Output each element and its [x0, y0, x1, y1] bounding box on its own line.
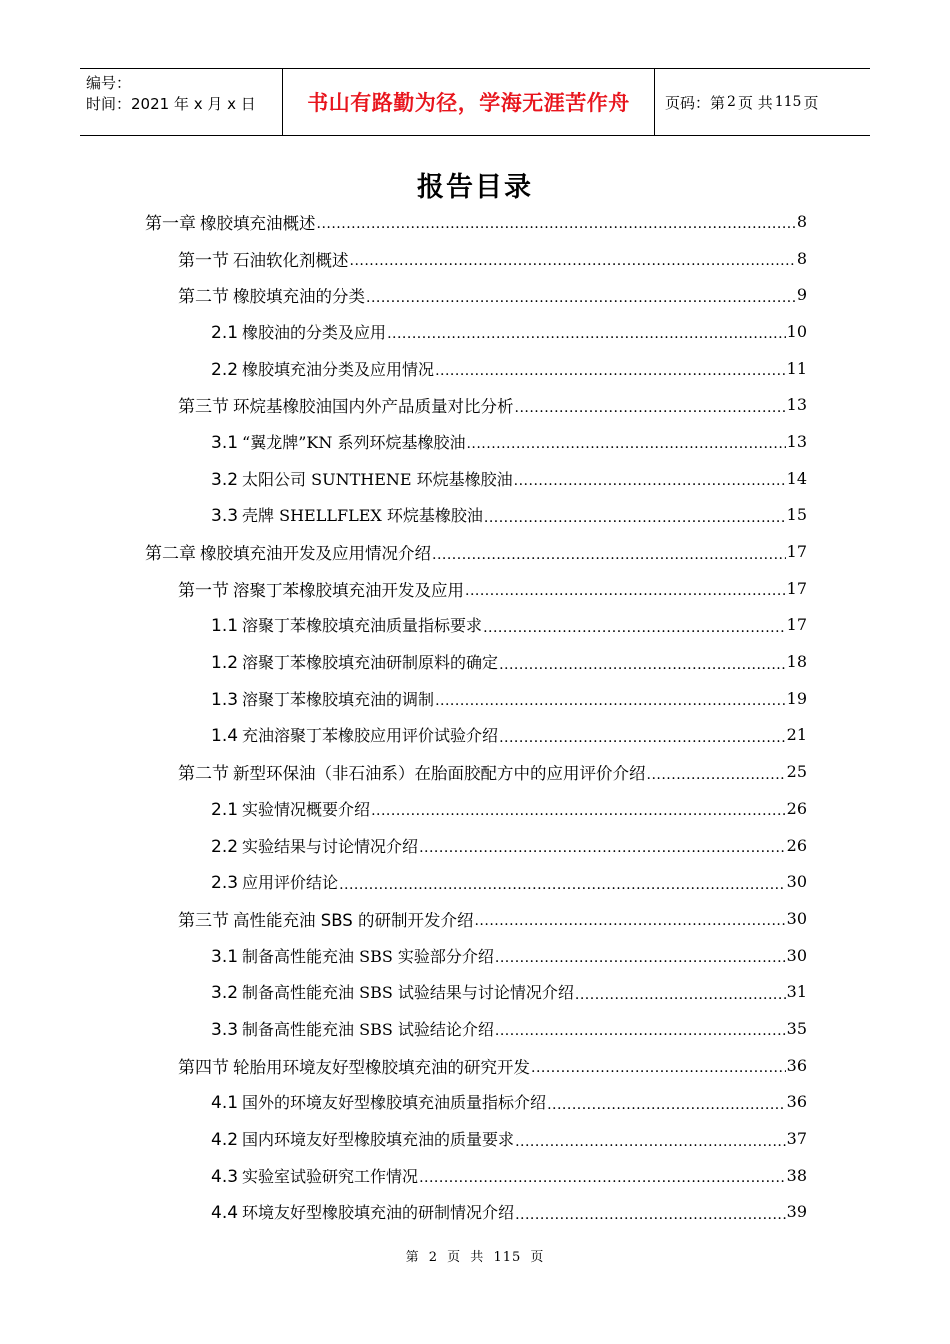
header-page-info: [655, 69, 870, 135]
header-page-mid: 页 共: [737, 93, 773, 112]
toc-number: 第三节: [178, 910, 229, 931]
toc-text: 环烷基橡胶油国内外产品质量对比分析: [233, 397, 514, 417]
toc-page: 8: [796, 248, 807, 268]
toc-entry[interactable]: [0, 717, 950, 754]
toc-entry[interactable]: [0, 386, 950, 423]
toc-page: 8: [796, 211, 807, 231]
toc-entry[interactable]: [0, 1194, 950, 1231]
toc-page: 26: [786, 835, 807, 855]
toc-page: 13: [786, 395, 807, 415]
toc-text: 橡胶填充油开发及应用情况介绍: [200, 544, 431, 564]
toc-text: 溶聚丁苯橡胶填充油的调制: [242, 689, 435, 709]
page-footer: [0, 1246, 950, 1265]
toc-number: 2.1: [211, 799, 239, 820]
toc-text: 国外的环境友好型橡胶填充油质量指标介绍: [242, 1093, 547, 1113]
toc-number: 4.4: [211, 1203, 239, 1224]
toc-entry[interactable]: [0, 423, 950, 460]
header-page-suffix: 页: [803, 93, 819, 112]
toc-entry[interactable]: [0, 1157, 950, 1194]
header-motto: 书山有路勤为径，学海无涯苦作舟: [283, 69, 655, 135]
toc-entry[interactable]: [0, 240, 950, 277]
toc-number: 1.3: [211, 689, 239, 710]
toc-text: 制备高性能充油 SBS 实验部分介绍: [242, 946, 494, 966]
toc-number: 2.1: [211, 322, 239, 343]
toc-page: 26: [786, 798, 807, 818]
header-page-current: 2: [727, 94, 736, 110]
toc-page: 11: [786, 358, 807, 378]
toc-leader: [419, 1165, 786, 1185]
toc-entry[interactable]: [0, 460, 950, 497]
toc-text: “翼龙牌”KN 系列环烷基橡胶油: [242, 432, 466, 452]
toc-leader: [435, 688, 786, 708]
toc-page: 17: [786, 542, 807, 562]
toc-text: 壳牌 SHELLFLEX 环烷基橡胶油: [242, 506, 483, 526]
toc-page: 39: [786, 1202, 807, 1222]
toc-leader: [495, 945, 786, 965]
toc-number: 4.2: [211, 1130, 239, 1151]
toc-leader: [483, 615, 786, 635]
toc-text: 实验情况概要介绍: [242, 799, 371, 819]
toc-leader: [515, 1202, 786, 1222]
toc-leader: [432, 542, 786, 562]
footer-mid: 页 共: [447, 1250, 485, 1265]
toc-page: 38: [786, 1165, 807, 1185]
toc-number: 第二节: [178, 287, 229, 308]
toc-text: 国内环境友好型橡胶填充油的质量要求: [242, 1130, 515, 1150]
toc-leader: [515, 395, 786, 415]
toc-number: 3.3: [211, 506, 239, 527]
header-page-total: 115: [774, 94, 802, 110]
toc-leader: [499, 725, 786, 745]
toc-number: 2.3: [211, 873, 239, 894]
toc-number: 第三节: [178, 397, 229, 418]
toc-leader: [339, 872, 786, 892]
toc-entry[interactable]: [0, 643, 950, 680]
toc-text: 轮胎用环境友好型橡胶填充油的研究开发: [233, 1057, 530, 1077]
toc-entry[interactable]: [0, 533, 950, 570]
toc-entry[interactable]: [0, 203, 950, 240]
toc-text: 充油溶聚丁苯橡胶应用评价试验介绍: [242, 726, 499, 746]
toc-entry[interactable]: [0, 1010, 950, 1047]
toc-leader: [647, 762, 786, 782]
toc-leader: [466, 431, 785, 451]
toc-page: 25: [786, 762, 807, 782]
toc-entry[interactable]: [0, 570, 950, 607]
toc-leader: [547, 1092, 786, 1112]
toc-number: 1.2: [211, 653, 239, 674]
time-label: 时间：2021 年 x 月 x 日: [86, 95, 256, 113]
header-meta-cell: [80, 69, 283, 135]
toc-number: 3.2: [211, 469, 239, 490]
toc-entry[interactable]: [0, 680, 950, 717]
toc-text: 橡胶油的分类及应用: [242, 322, 387, 342]
toc-text: 溶聚丁苯橡胶填充油质量指标要求: [242, 616, 483, 636]
toc-text: 太阳公司 SUNTHENE 环烷基橡胶油: [242, 469, 513, 489]
toc-text: 高性能充油 SBS 的研制开发介绍: [233, 910, 474, 930]
toc-page: 18: [786, 652, 807, 672]
toc-leader: [435, 358, 786, 378]
footer-suffix: 页: [530, 1250, 545, 1265]
toc-page: 37: [786, 1129, 807, 1149]
document-header: [80, 68, 870, 136]
toc-number: 2.2: [211, 359, 239, 380]
toc-text: 新型环保油（非石油系）在胎面胶配方中的应用评价介绍: [233, 764, 646, 784]
toc-page: 9: [796, 285, 807, 305]
toc-entry[interactable]: [0, 937, 950, 974]
toc-entry[interactable]: [0, 1120, 950, 1157]
toc-page: 31: [786, 982, 807, 1002]
toc-leader: [495, 1018, 786, 1038]
code-label: 编号：: [86, 74, 132, 92]
toc-text: 橡胶填充油概述: [200, 213, 316, 233]
toc-text: 溶聚丁苯橡胶填充油开发及应用: [233, 580, 464, 600]
header-page-prefix: 页码：第: [665, 93, 726, 112]
toc-entry[interactable]: [0, 313, 950, 350]
toc-leader: [371, 798, 786, 818]
page-title: 报告目录: [417, 172, 533, 203]
toc-leader: [387, 321, 786, 341]
toc-leader: [499, 652, 786, 672]
toc-leader: [484, 505, 786, 525]
toc-page: 17: [786, 615, 807, 635]
toc-text: 环境友好型橡胶填充油的研制情况介绍: [242, 1203, 515, 1223]
toc-page: 17: [786, 578, 807, 598]
toc-page: 10: [786, 321, 807, 341]
toc-entry[interactable]: [0, 753, 950, 790]
toc-leader: [474, 908, 785, 928]
toc-entry[interactable]: [0, 497, 950, 534]
toc-entry[interactable]: [0, 607, 950, 644]
toc-number: 2.2: [211, 836, 239, 857]
toc-leader: [575, 982, 786, 1002]
footer-current-page: 2: [428, 1250, 439, 1265]
toc-page: 19: [786, 688, 807, 708]
toc-text: 橡胶填充油的分类: [233, 287, 365, 307]
toc-page: 21: [786, 725, 807, 745]
footer-total-pages: 115: [493, 1250, 522, 1265]
toc-number: 4.1: [211, 1093, 239, 1114]
toc-page: 36: [786, 1092, 807, 1112]
toc-number: 1.4: [211, 726, 239, 747]
table-of-contents: [0, 203, 950, 1230]
toc-leader: [514, 468, 786, 488]
toc-entry[interactable]: [0, 863, 950, 900]
toc-entry[interactable]: [0, 827, 950, 864]
toc-number: 第一章: [145, 213, 196, 234]
toc-leader: [366, 285, 796, 305]
toc-number: 第二章: [145, 544, 196, 565]
toc-entry[interactable]: [0, 973, 950, 1010]
toc-page: 15: [786, 505, 807, 525]
toc-leader: [317, 211, 796, 231]
toc-leader: [465, 578, 786, 598]
toc-text: 橡胶填充油分类及应用情况: [242, 359, 435, 379]
toc-leader: [515, 1129, 786, 1149]
toc-number: 3.2: [211, 983, 239, 1004]
toc-page: 35: [786, 1018, 807, 1038]
toc-text: 实验结果与讨论情况介绍: [242, 836, 419, 856]
toc-number: 3.3: [211, 1019, 239, 1040]
toc-text: 制备高性能充油 SBS 试验结果与讨论情况介绍: [242, 983, 574, 1003]
toc-page: 30: [786, 872, 807, 892]
toc-entry[interactable]: [0, 790, 950, 827]
footer-prefix: 第: [405, 1250, 420, 1265]
toc-text: 实验室试验研究工作情况: [242, 1166, 419, 1186]
toc-number: 3.1: [211, 946, 239, 967]
toc-number: 3.1: [211, 432, 239, 453]
toc-number: 第一节: [178, 250, 229, 271]
toc-number: 第四节: [178, 1057, 229, 1078]
toc-leader: [350, 248, 796, 268]
toc-number: 第一节: [178, 580, 229, 601]
toc-entry[interactable]: [0, 1084, 950, 1121]
toc-number: 4.3: [211, 1166, 239, 1187]
toc-text: 应用评价结论: [242, 873, 339, 893]
toc-entry[interactable]: [0, 276, 950, 313]
toc-text: 石油软化剂概述: [233, 250, 349, 270]
toc-page: 13: [786, 431, 807, 451]
toc-page: 36: [786, 1055, 807, 1075]
toc-entry[interactable]: [0, 1047, 950, 1084]
toc-leader: [419, 835, 786, 855]
toc-entry[interactable]: [0, 350, 950, 387]
toc-leader: [531, 1055, 786, 1075]
toc-text: 溶聚丁苯橡胶填充油研制原料的确定: [242, 653, 499, 673]
toc-page: 14: [786, 468, 807, 488]
toc-page: 30: [786, 908, 807, 928]
toc-number: 第二节: [178, 764, 229, 785]
toc-page: 30: [786, 945, 807, 965]
toc-text: 制备高性能充油 SBS 试验结论介绍: [242, 1019, 494, 1039]
toc-number: 1.1: [211, 616, 239, 637]
toc-entry[interactable]: [0, 900, 950, 937]
